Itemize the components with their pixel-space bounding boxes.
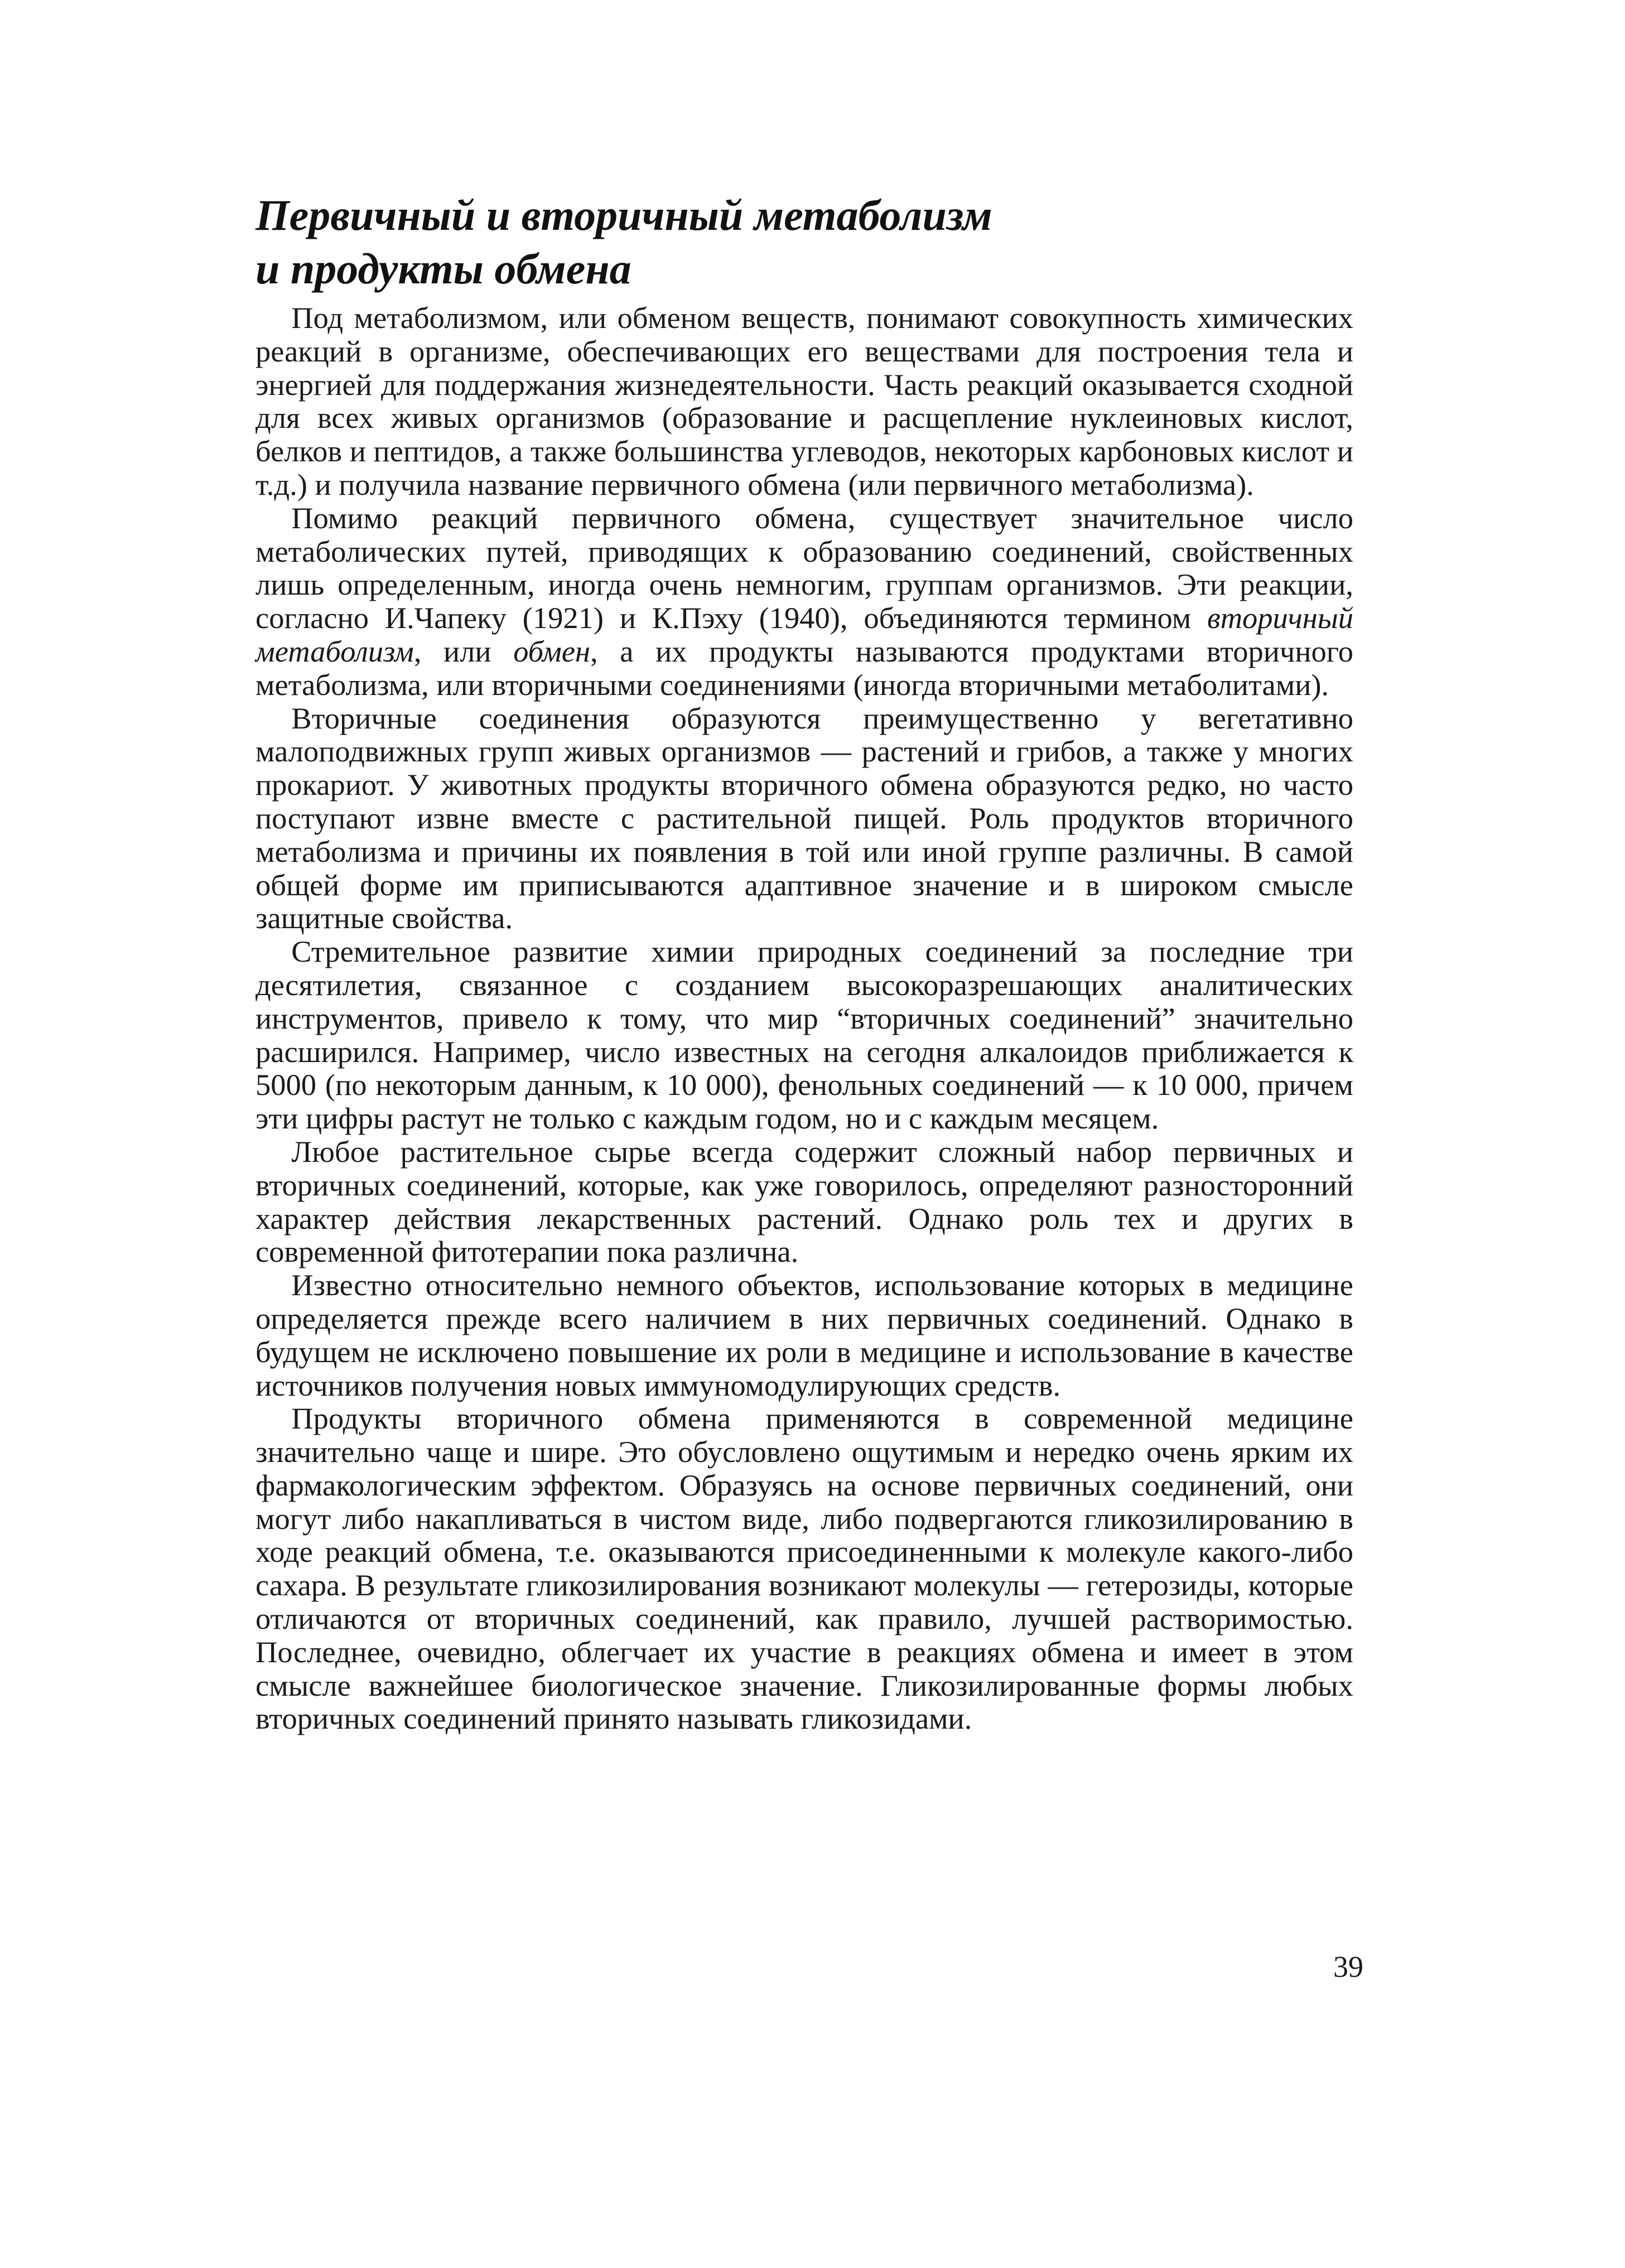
body-text <box>255 301 1353 1735</box>
paragraph: Известно относительно немного объектов, использование которых в медицине определяется прежде всего наличием в них первичных соединений. Однако в будущем не исключено повышение их роли в медицине и использование в качестве источников получения новых иммуномодулирующих средств. <box>255 1268 1353 1402</box>
section-heading-line-2: и продукты обмена <box>255 244 631 293</box>
paragraph: Под метаболизмом, или обменом веществ, понимают совокупность химических реакций в организме, обеспечивающих его веществами для построения тела и энергией для поддержания жизнедеятельности. Часть реакций оказывается сходной для всех живых организмов (образование и расщепление нуклеиновых кислот, белков и пептидов, а также большинства углеводов, некоторых карбоновых кислот и т.д.) и получила название первичного обмена (или первичного метаболизма). <box>255 301 1353 501</box>
paragraph <box>255 501 1353 702</box>
page-number: 39 <box>1333 1950 1363 1984</box>
section-heading <box>255 189 1315 296</box>
section-heading-line-1: Первичный и вторичный метаболизм <box>255 191 992 239</box>
paragraph: Стремительное развитие химии природных соединений за последние три десятилетия, связанное с созданием высокоразрешающих аналитических инструментов, привело к тому, что мир “вторичных соединений” значительно расширился. Например, число известных на сегодня алкалоидов приближается к 5000 (по некоторым данным, к 10 000), фенольных соединений — к 10 000, причем эти цифры растут не только с каждым годом, но и с каждым месяцем. <box>255 934 1353 1136</box>
paragraph-text: , а их продукты называются продуктами вторичного метаболизма, или вторичными соединениями (иногда вторичными метаболитами). <box>255 634 1353 702</box>
paragraph-text: Помимо реакций первичного обмена, существует значительное число метаболических путей, приводящих к образованию соединений, свойственных лишь определенным, иногда очень немногим, группам организмов. Эти реакции, согласно И.Чапеку (1921) и К.Пэху (1940), объединяются термином <box>255 500 1353 635</box>
paragraph: Любое растительное сырье всегда содержит сложный набор первичных и вторичных соединений, которые, как уже говорилось, определяют разносторонний характер действия лекарственных растений. Однако роль тех и других в современной фитотерапии пока различна. <box>255 1134 1353 1269</box>
paragraph-text: , или <box>413 634 514 668</box>
paragraph: Продукты вторичного обмена применяются в современной медицине значительно чаще и шире. Это обусловлено ощутимым и нередко очень ярким их фармакологическим эффектом. Образуясь на основе первичных соединений, они могут либо накапливаться в чистом виде, либо подвергаются гликозилированию в ходе реакций обмена, т.е. оказываются присоединенными к молекуле какого-либо сахара. В результате гликозилирования возникают молекулы — гетерозиды, которые отличаются от вторичных соединений, как правило, лучшей растворимостью. Последнее, очевидно, облегчает их участие в реакциях обмена и имеет в этом смысле важнейшее биологическое значение. Гликозилированные формы любых вторичных соединений принято называть гликозидами. <box>255 1401 1353 1736</box>
paragraph: Вторичные соединения образуются преимущественно у вегетативно малоподвижных групп живых организмов — растений и грибов, а также у многих прокариот. У животных продукты вторичного обмена образуются редко, но часто поступают извне вместе с растительной пищей. Роль продуктов вторичного метаболизма и причины их появления в той или иной группе различны. В самой общей форме им приписываются адаптивное значение и в широком смысле защитные свойства. <box>255 701 1353 935</box>
italic-term: вторичный метаболизм <box>255 601 1353 668</box>
italic-term: обмен <box>513 634 591 668</box>
